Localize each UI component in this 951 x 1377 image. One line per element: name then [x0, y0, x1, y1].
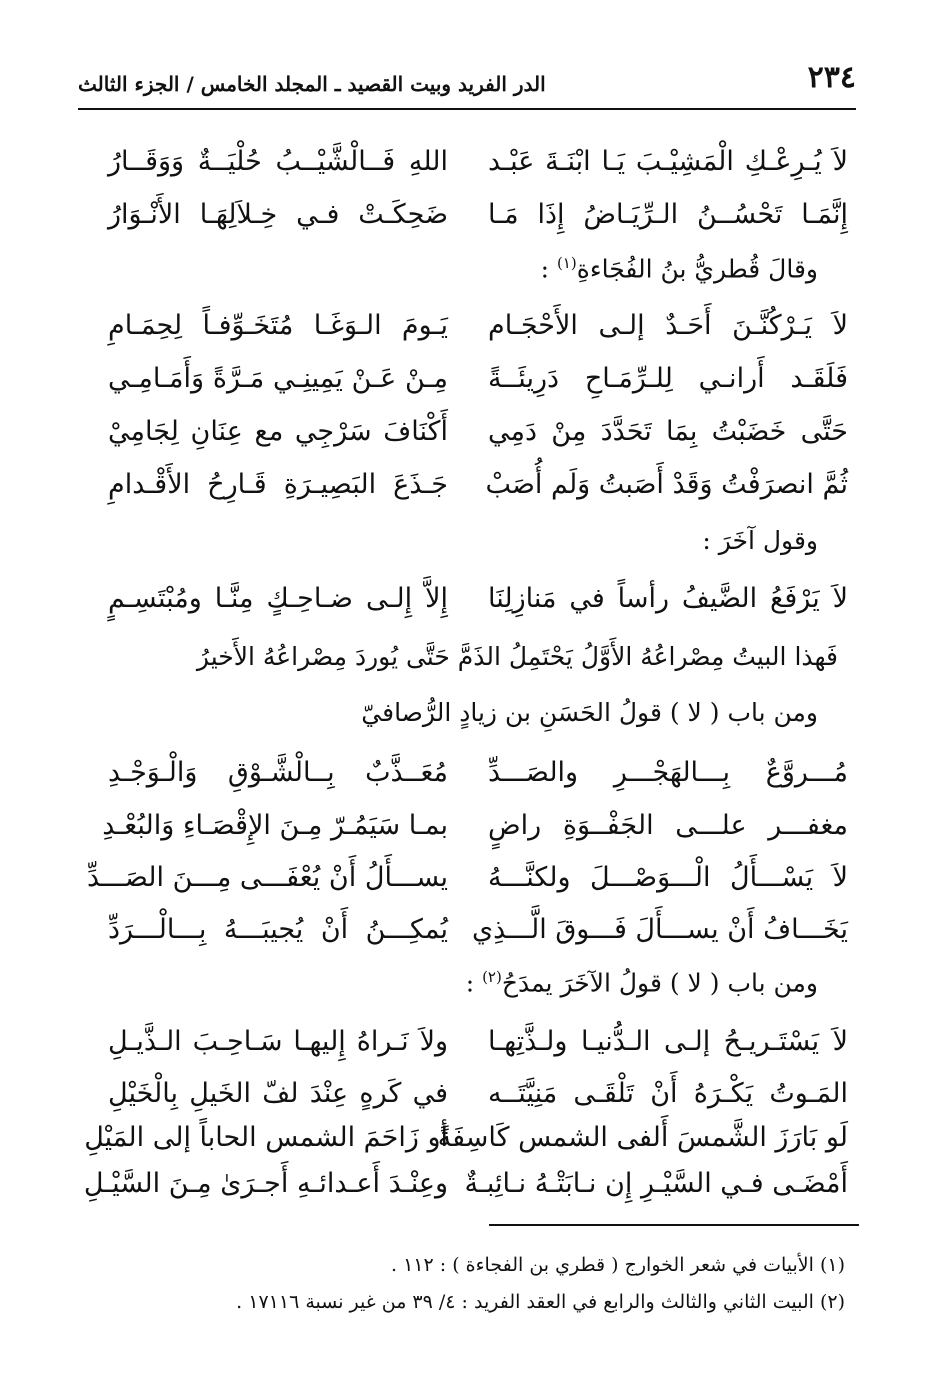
first-hemistich: لاَ يَسْـــأَلُ الْـــوَصْـــلَ ولكنَّـــهُ: [488, 862, 848, 893]
second-hemistich: يُمكِـــنُ أَنْ يُجيبَـــهُ بِـــالْـــرَدِّ: [108, 914, 448, 945]
first-hemistich: ثُمَّ انصرَفْتُ وَقَدْ أَصَبتُ وَلَم أُصَبْ: [485, 469, 848, 500]
footnote-ref: (١): [556, 254, 577, 272]
verse-line: [78, 363, 848, 419]
verse-line: [78, 310, 848, 366]
first-hemistich: يَخَـــافُ أَنْ يســـأَلَ فَـــوقَ الَّـــذِي: [471, 914, 848, 945]
second-hemistich: جَـذَعَ البَصِيـرَةِ قَـارِحُ الأَقْـدامِ: [108, 469, 448, 500]
second-hemistich: مُعَــذَّبٌ بِــالْشَّـوْقِ وَالْـوَجْـدِ: [108, 757, 448, 788]
commentary-paragraph: فَهذا البيتُ مِصْراعُهُ الأَوَّلُ يَحْتَمِلُ الذَمَّ حَتَّى يُوردَ مِصْراعُهُ الأَخيرُ: [196, 642, 838, 671]
first-hemistich: أَمْضَـى فـي السَّيْـرِ إِن نـابَتْـهُ نـائِبـةٌ: [464, 1168, 848, 1199]
first-hemistich: إِنَّمَـا تَحْسُــنُ الـرِّيَـاضُ إِذَا مَـا: [488, 199, 848, 230]
second-hemistich: اللهِ فَــالْشَّيْــبُ حُلْيَــةٌ وَوَقَــارُ: [108, 146, 448, 177]
second-hemistich: يَـومَ الـوَغَـا مُتَخَـوِّفـاً لِحِمَـامِ: [108, 310, 448, 341]
second-hemistich: يســـأَلُ أَنْ يُعْفَـــى مِـــنَ الصَـــدِّ: [86, 862, 448, 893]
second-hemistich: بمـا سَيَمُـرّ مِـنَ الإِقْصَـاءِ وَالبُعْـدِ: [102, 810, 448, 841]
first-hemistich: لَو بَارَزَ الشَّمسَ أَلفى الشمس كَاسِفَةً: [437, 1122, 848, 1153]
first-hemistich: لاَ يَرْفَعُ الضَّيفُ رأساً في مَنازِلِنَا: [488, 583, 848, 614]
intro-text: وقول آخَرَ :: [702, 526, 818, 555]
verse-line: [78, 1168, 848, 1224]
verse-line: [78, 914, 848, 970]
verse-line: [78, 757, 848, 813]
first-hemistich: حَتَّى خَضَبْتُ بِمَا تَحَدَّدَ مِنْ دَمِي: [488, 416, 848, 447]
intro-text: وقالَ قُطريُّ بنُ الفُجَاءةِ: [576, 254, 818, 284]
verse-line: [78, 146, 848, 202]
page-number: ٢٣٤: [807, 60, 856, 95]
intro-colon: :: [465, 968, 483, 998]
verse-line: [78, 199, 848, 255]
section-intro: [78, 526, 838, 555]
footnote: (١) الأبيات في شعر الخوارج ( قطري بن الفجاءة ) : ١١٢ .: [391, 1254, 845, 1276]
intro-text: ومن باب ( لا ) قولُ الآخَرَ يمدَحُ: [501, 968, 818, 998]
page-header: [78, 58, 856, 110]
verse-line: [78, 862, 848, 918]
first-hemistich: مُـــروَّعٌ بِـــالهَجْـــرِ والصَـــدِّ: [488, 757, 848, 788]
second-hemistich: أو زَاحَمَ الشمس الحاباً إلى المَيْلِ: [84, 1122, 448, 1153]
verse-line: [78, 416, 848, 472]
footnote-ref: (٢): [482, 968, 502, 986]
second-hemistich: إِلاَّ إِلـى ضـاحِـكٍ مِنَّـا ومُبْتَسِـمٍ: [108, 583, 448, 614]
footnote: (٢) البيت الثاني والثالث والرابع في العقد الفريد : ٤/ ٣٩ من غير نسبة ١٧١١٦ .: [236, 1291, 845, 1313]
second-hemistich: في كَرهٍ عِنْدَ لفّ الخَيلِ بِالْخَيْلِ: [108, 1078, 448, 1109]
second-hemistich: أَكْنَافَ سَرْجِي مع عِنَانِ لِجَامِيْ: [108, 416, 448, 447]
intro-colon: :: [540, 254, 557, 284]
first-hemistich: لاَ يُـرِعْـكِ الْمَشِيْـبَ يَـا ابْنَـةَ عَبْـد: [488, 146, 848, 177]
footnote-divider: [489, 1224, 859, 1226]
section-intro: [78, 968, 838, 997]
section-intro: [78, 254, 838, 283]
running-title: الدر الفريد وبيت القصيد ـ المجلد الخامس / الجزء الثالث: [78, 72, 546, 96]
second-hemistich: مِـنْ عَـنْ يَمِينِـي مَـرَّةً وَأَمَـامِـي: [108, 363, 448, 394]
verse-line: [78, 469, 848, 525]
first-hemistich: لاَ يَـرْكُنَّـنَ أَحَـدٌ إلـى الأَحْجَـام: [488, 310, 848, 341]
second-hemistich: ولاَ نَـراهُ إِليهـا سَـاحِـبَ الـذَّيـلِ: [108, 1026, 448, 1057]
first-hemistich: فَلَقَـد أَرانـي لِلـرِّمَـاحِ دَرِيئَــةً: [488, 363, 848, 394]
intro-text: ومن باب ( لا ) قولُ الحَسَنِ بن زيادٍ الرُّصافيّ: [361, 698, 818, 727]
first-hemistich: لاَ يَسْتَـريـحُ إلـى الـدُّنيـا ولـذَّتِهـا: [488, 1026, 848, 1057]
verse-line: [78, 583, 848, 639]
first-hemistich: مغفـــر علـــى الجَفْــوَةِ راضٍ: [488, 810, 848, 841]
first-hemistich: المَـوتُ يَكْـرَهُ أَنْ تَلْقَـى مَنِيَّتَــه: [488, 1078, 848, 1109]
second-hemistich: ضَحِكَـتْ فـي خِـلاَلِهَـا الأَنْـوَارُ: [108, 199, 448, 230]
verse-line: [78, 810, 848, 866]
second-hemistich: وعِنْـدَ أَعـدائـهِ أَجـرَىٰ مِـنَ السَّيْـلِ: [83, 1168, 448, 1199]
verse-line: [78, 1026, 848, 1082]
section-intro: [78, 698, 838, 727]
